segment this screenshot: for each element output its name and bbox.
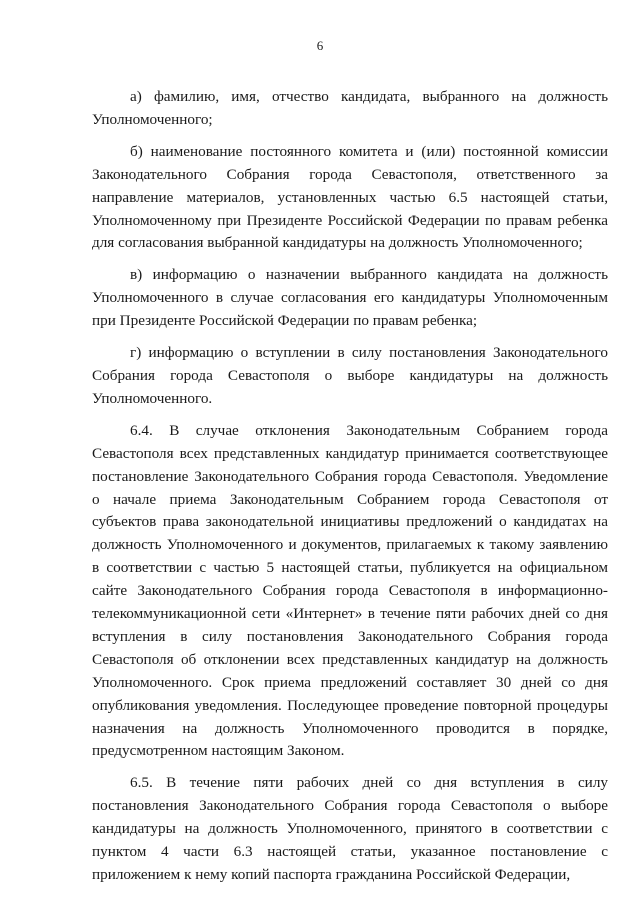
paragraph-item-g: г) информацию о вступлении в силу постановления Законодательного Собрания города Севастополя о выборе кандидатуры на должность Уполномоченного. bbox=[92, 344, 608, 407]
page-number: 6 bbox=[316, 38, 324, 53]
paragraph-item-v: в) информацию о назначении выбранного кандидата на должность Уполномоченного в случае согласования его кандидатуры Уполномоченным при Президенте Российской Федерации по правам ребенка; bbox=[92, 266, 608, 330]
document-body bbox=[92, 86, 608, 896]
paragraph-item-a: а) фамилию, имя, отчество кандидата, выбранного на должность Уполномоченного; bbox=[92, 88, 608, 128]
paragraph-item-b: б) наименование постоянного комитета и (или) постоянной комиссии Законодательного Собрания города Севастополя, ответственного за направление материалов, установленных частью 6.5 настоящей статьи, Уполномоченному при Президенте Российской Федерации по правам ребенка для согласования выбранной кандидатуры на должность Уполномоченного; bbox=[92, 142, 608, 252]
paragraph-section-6-5: 6.5. В течение пяти рабочих дней со дня вступления в силу постановления Законодательного Собрания города Севастополя о выборе кандидатуры на должность Уполномоченного, принятого в соответствии с пунктом 4 части 6.3 настоящей статьи, указанное постановление с приложением к нему копий паспорта гражданина Российской Федерации, bbox=[92, 774, 608, 883]
paragraph-section-6-4: 6.4. В случае отклонения Законодательным Собранием города Севастополя всех представленных кандидатур принимается соответствующее постановление Законодательного Собрания города Севастополя. Уведомление о начале приема Законодательным Собранием города Севастополя от субъектов права законодательной инициативы предложений о кандидатах на должность Уполномоченного и документов, прилагаемых к такому заявлению в соответствии с частью 5 настоящей статьи, публикуется на официальном сайте Законодательного Собрания города Севастополя в информационно-телекоммуникационной сети «Интернет» в течение пяти рабочих дней со дня вступления в силу постановления Законодательного Собрания города Севастополя об отклонении всех представленных кандидатур на должность Уполномоченного. Срок приема предложений составляет 30 дней со дня опубликования уведомления. Последующее проведение повторной процедуры назначения на должность Уполномоченного проводится в порядке, предусмотренном настоящим Законом. bbox=[92, 421, 608, 760]
